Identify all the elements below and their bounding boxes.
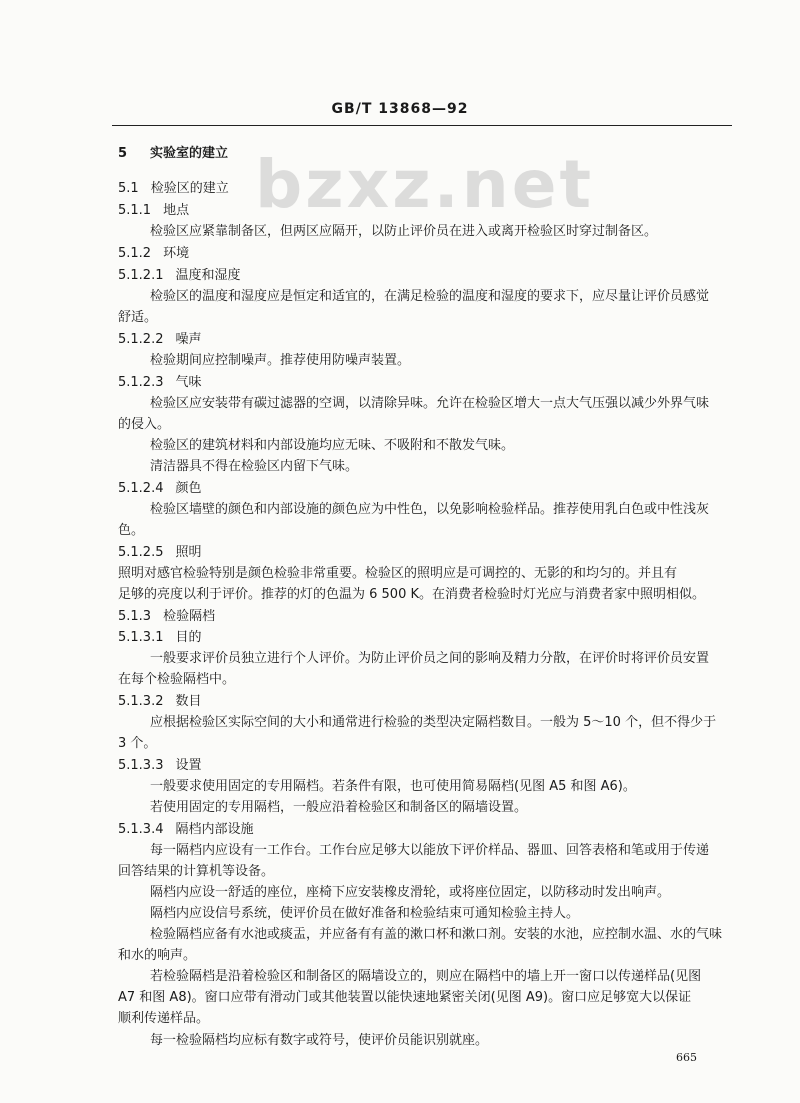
paragraph-line: 照明对感官检验特别是颜色检验非常重要。检验区的照明应是可调控的、无影的和均匀的。并且有	[118, 566, 678, 581]
section-heading	[118, 481, 202, 497]
section-title: 照明	[175, 545, 202, 560]
section-title: 检验区的建立	[150, 181, 229, 196]
paragraph-line: 若使用固定的专用隔档，一般应沿着检验区和制备区的隔墙设置。	[150, 800, 528, 815]
paragraph-line: 隔档内应设一舒适的座位，座椅下应安装橡皮滑轮，或将座位固定，以防移动时发出响声。	[150, 885, 671, 900]
section-number: 5.1.2.5	[118, 545, 164, 560]
section-number: 5.1.2.4	[118, 481, 164, 496]
section-heading	[118, 332, 202, 348]
paragraph-line: 舒适。	[118, 310, 158, 325]
section-title: 实验室的建立	[150, 146, 229, 161]
paragraph-line: 检验隔档应备有水池或痰盂，并应备有有盖的漱口杯和漱口剂。安装的水池，应控制水温、水的气味	[150, 927, 723, 942]
paragraph-line: 顺利传递样品。	[118, 1011, 210, 1026]
section-heading	[118, 609, 215, 625]
section-title: 数目	[175, 694, 202, 709]
section-number: 5.1.1	[118, 203, 152, 218]
paragraph-line: A7 和图 A8)。窗口应带有滑动门或其他装置以能快速地紧密关闭(见图 A9)。窗口应足够宽大以保证	[118, 990, 692, 1005]
paragraph-line: 的侵入。	[118, 417, 171, 432]
section-title: 气味	[175, 375, 202, 390]
paragraph-line: 检验区的温度和湿度应是恒定和适宜的，在满足检验的温度和湿度的要求下，应尽量让评价员感觉	[150, 289, 710, 304]
section-title: 地点	[163, 203, 190, 218]
section-title: 目的	[175, 630, 202, 645]
paragraph-line: 清洁器具不得在检验区内留下气味。	[150, 459, 359, 474]
paragraph-line: 每一隔档内应设有一工作台。工作台应足够大以能放下评价样品、器皿、回答表格和笔或用于传递	[150, 843, 710, 858]
paragraph-line: 每一检验隔档均应标有数字或符号，使评价员能识别就座。	[150, 1033, 489, 1048]
section-heading	[118, 630, 202, 646]
section-title: 噪声	[175, 332, 202, 347]
section-heading	[118, 246, 189, 262]
section-number: 5.1.3	[118, 609, 152, 624]
paragraph-line: 若检验隔档是沿着检验区和制备区的隔墙设立的，则应在隔档中的墙上开一窗口以传递样品(见图	[150, 969, 702, 984]
section-number: 5.1.3.4	[118, 822, 164, 837]
section-number: 5.1.2.2	[118, 332, 164, 347]
paragraph-line: 检验区应安装带有碳过滤器的空调，以清除异味。允许在检验区增大一点大气压强以减少外界气味	[150, 396, 710, 411]
paragraph-line: 足够的亮度以利于评价。推荐的灯的色温为 6 500 K。在消费者检验时灯光应与消费者家中照明相似。	[118, 587, 706, 602]
section-title: 检验隔档	[163, 609, 216, 624]
section-number: 5.1.2	[118, 246, 152, 261]
paragraph-line: 检验期间应控制噪声。推荐使用防噪声装置。	[150, 353, 411, 368]
section-number: 5.1.3.1	[118, 630, 164, 645]
paragraph-line: 回答结果的计算机等设备。	[118, 864, 275, 879]
section-number: 5.1	[118, 181, 139, 196]
section-heading	[118, 268, 241, 284]
paragraph-line: 和水的响声。	[118, 948, 197, 963]
section-heading	[118, 146, 228, 162]
paragraph-line: 检验区墙壁的颜色和内部设施的颜色应为中性色，以免影响检验样品。推荐使用乳白色或中性浅灰	[150, 502, 710, 517]
paragraph-line: 在每个检验隔档中。	[118, 672, 236, 687]
paragraph-line: 应根据检验区实际空间的大小和通常进行检验的类型决定隔档数目。一般为 5～10 个，但不得少于	[150, 715, 717, 730]
watermark-text: bzxz.net	[255, 146, 595, 223]
section-heading	[118, 181, 229, 197]
paragraph-line: 3 个。	[118, 736, 157, 751]
section-heading	[118, 822, 254, 838]
page-number: 665	[676, 1051, 697, 1064]
section-title: 颜色	[175, 481, 202, 496]
section-number: 5.1.2.1	[118, 268, 164, 283]
section-heading	[118, 758, 202, 774]
section-heading	[118, 375, 202, 391]
section-number: 5	[118, 146, 128, 161]
paragraph-line: 隔档内应设信号系统，使评价员在做好准备和检验结束可通知检验主持人。	[150, 906, 580, 921]
section-title: 隔档内部设施	[175, 822, 254, 837]
document-header: GB/T 13868—92	[331, 101, 469, 117]
section-heading	[118, 203, 189, 219]
paragraph-line: 检验区的建筑材料和内部设施均应无味、不吸附和不散发气味。	[150, 438, 515, 453]
section-heading	[118, 694, 202, 710]
header-rule	[112, 125, 732, 126]
section-number: 5.1.2.3	[118, 375, 164, 390]
paragraph-line: 检验区应紧靠制备区，但两区应隔开，以防止评价员在进入或离开检验区时穿过制备区。	[150, 224, 658, 239]
section-number: 5.1.3.2	[118, 694, 164, 709]
section-number: 5.1.3.3	[118, 758, 164, 773]
section-title: 设置	[175, 758, 202, 773]
paragraph-line: 一般要求评价员独立进行个人评价。为防止评价员之间的影响及精力分散，在评价时将评价员安置	[150, 651, 710, 666]
section-heading	[118, 545, 202, 561]
section-title: 温度和湿度	[175, 268, 241, 283]
section-title: 环境	[163, 246, 190, 261]
paragraph-line: 色。	[118, 523, 145, 538]
paragraph-line: 一般要求使用固定的专用隔档。若条件有限，也可使用简易隔档(见图 A5 和图 A6)。	[150, 779, 636, 794]
